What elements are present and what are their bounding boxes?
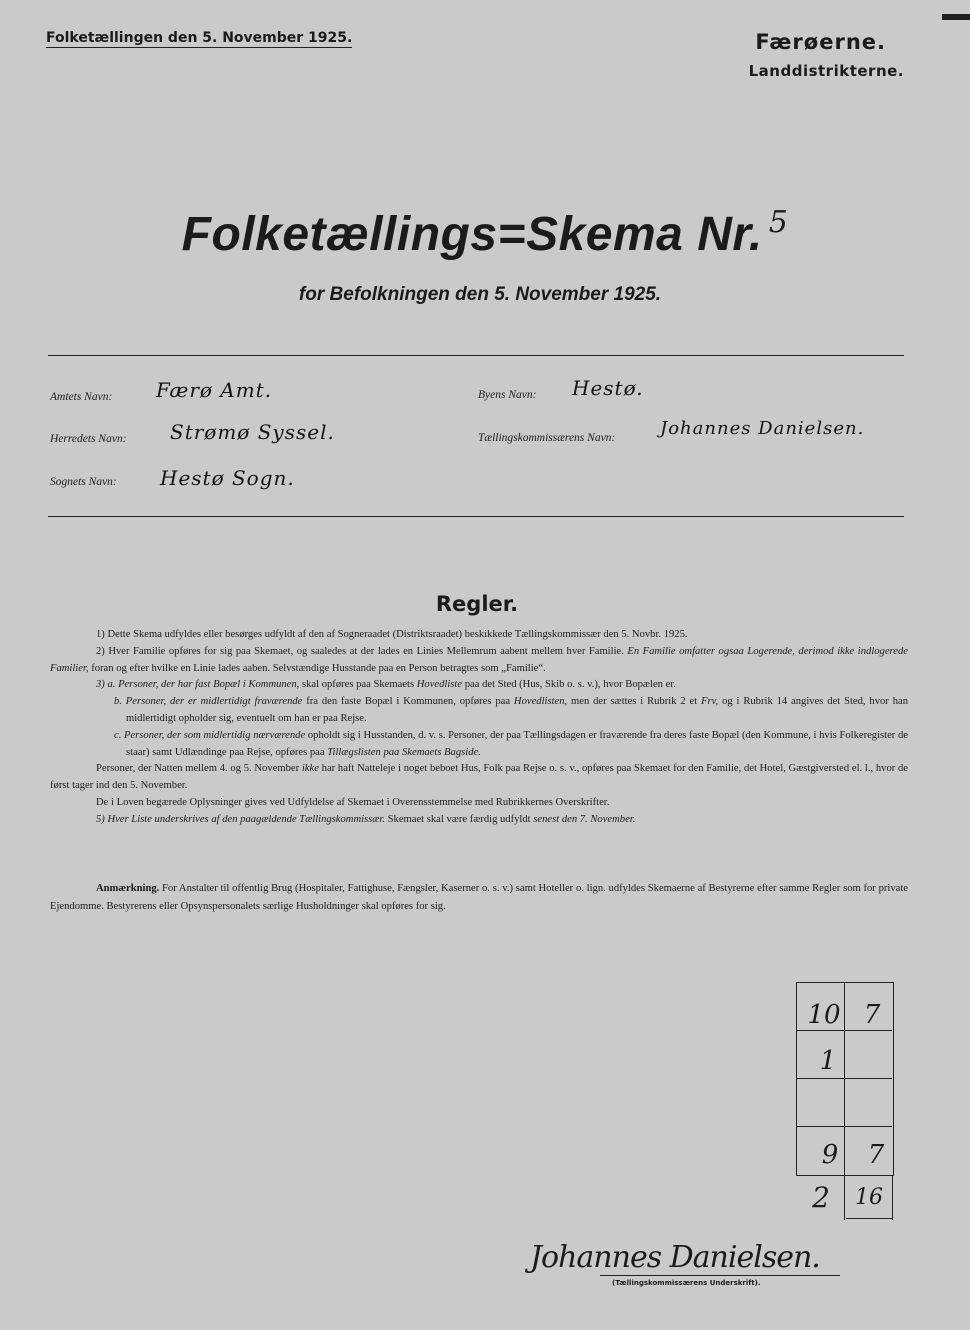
divider-top (48, 355, 904, 356)
tally-divider (844, 1176, 845, 1220)
signature: Johannes Danielsen. (530, 1240, 820, 1275)
form-title (0, 205, 970, 262)
header-region: Færøerne. (755, 30, 886, 54)
note-text: Anmærkning. For Anstalter til offentlig Brug (Hospitaler, Fattighuse, Fængsler, Kaserner o. s. v.) samt Hoteller o. lign. udfyldes Skemaerne af Bestyrerne efter samme Regler som for private Ejendomme. Bestyrerens eller Opsynspersonalets særlige Husholdninger skal opføres for sig. (50, 883, 908, 912)
sogn-value: Hestø Sogn. (160, 466, 295, 490)
rules-text (50, 627, 908, 829)
rule-3b: b. Personer, der er midlertidigt fraværende fra den faste Bopæl i Kommunen, opføres paa Hovedlisten, men der sættes i Rubrik 2 et Frv, og i Rubrik 14 angives det Sted, hvor han midlertidigt opholder sig, eventuelt om han er paa Rejse. (114, 696, 908, 724)
rule-3a: 3) a. Personer, der har fast Bopæl i Kommunen, skal opføres paa Skemaets Hovedliste paa det Sted (Hus, Skib o. s. v.), hvor Bopælen er. (96, 679, 676, 691)
herred-label: Herredets Navn: (50, 433, 127, 445)
rule-4b: De i Loven begærede Oplysninger gives ved Udfyldelse af Skemaet i Overensstemmelse med Rubrikkernes Overskrifter. (96, 796, 610, 808)
tally-cell (848, 1037, 896, 1085)
kommissaer-value: Johannes Danielsen. (660, 418, 865, 439)
amt-value: Færø Amt. (156, 378, 273, 402)
form-number: 5 (768, 205, 789, 240)
corner-mark (942, 14, 970, 20)
tally-cell: 7 (863, 1000, 881, 1030)
total-left: 2 (812, 1180, 830, 1214)
tally-divider (846, 1218, 892, 1219)
rule-5: 5) Hver Liste underskrives af den paagældende Tællingskommissær. Skemaet skal være færdig udfyldt senest den 7. November. (96, 813, 636, 825)
tally-cell: 9 (821, 1140, 839, 1170)
tally-cell (800, 1083, 848, 1131)
tally-cell: 1 (819, 1046, 837, 1076)
total-right: 16 (855, 1184, 883, 1210)
form-subtitle: for Befolkningen den 5. November 1925. (298, 284, 662, 305)
herred-value: Strømø Syssel. (170, 420, 335, 444)
rule-2: 2) Hver Familie opføres for sig paa Skemaet, og saaledes at der lades en Linies Mellemrum aabent mellem hver Familie. En Familie omfatter ogsaa Logerende, derimod ikke indlogerede Familier, foran og efter hvilke en Linie lades aaben. Selvstændige Husstande paa en Person betragtes som „Familie“. (50, 645, 908, 674)
divider-bottom (48, 516, 904, 517)
note-label: Anmærkning. (96, 883, 160, 894)
signature-caption: (Tællingskommissærens Underskrift). (612, 1279, 761, 1287)
kommissaer-label: Tællingskommissærens Navn: (478, 432, 616, 444)
sogn-label: Sognets Navn: (50, 476, 117, 488)
tally-cell: 10 (807, 1000, 841, 1030)
by-label: Byens Navn: (478, 389, 537, 401)
rules-heading: Regler. (435, 592, 519, 616)
form-title-text: Folketællings=Skema Nr. (181, 208, 763, 261)
rule-4: Personer, der Natten mellem 4. og 5. November ikke har haft Natteleje i noget beboet Hus, Folk paa Rejse o. s. v., opføres paa Skemaet for den Familie, det Hotel, Gæstgiversted el. l., hvor de først tager ind den 5. November. (50, 763, 909, 792)
by-value: Hestø. (572, 376, 644, 400)
header-district: Landdistrikterne. (748, 62, 904, 80)
tally-cell: 7 (867, 1140, 885, 1170)
header-census-date: Folketællingen den 5. November 1925. (46, 30, 353, 46)
amt-label: Amtets Navn: (50, 391, 113, 403)
tally-divider (892, 1176, 893, 1220)
rule-3c: c. Personer, der som midlertidig nærværende opholdt sig i Husstanden, d. v. s. Personer, der paa Tællingsdagen er fraværende fra deres faste Bopæl (den Kommune, i hvis Folkeregister de staar) samt Udlændinge paa Rejse, opføres paa Tillægslisten paa Skemaets Bagside. (114, 729, 908, 758)
tally-cell (848, 1083, 896, 1131)
signature-line (600, 1275, 840, 1276)
rule-1: 1) Dette Skema udfyldes eller besørges udfyldt af den af Sogneraadet (Distriktsraadet) beskikkede Tællingskommissær den 5. Novbr. 1925. (96, 629, 688, 640)
